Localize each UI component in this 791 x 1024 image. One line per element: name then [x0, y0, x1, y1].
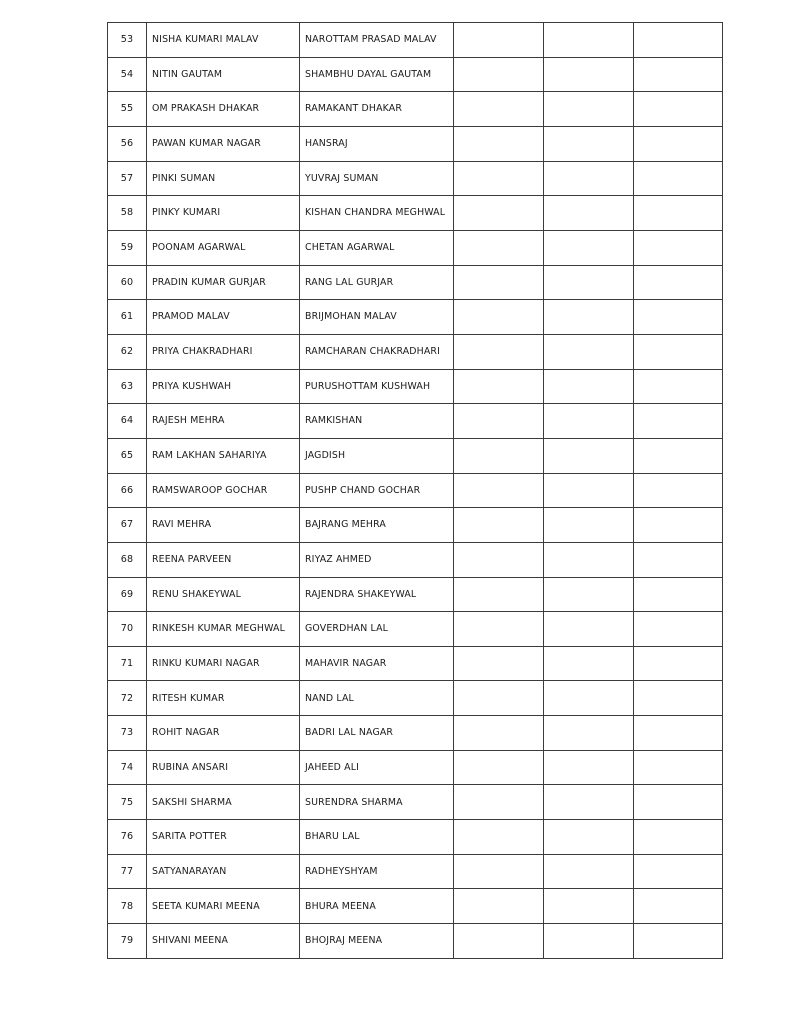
table-row — [108, 820, 723, 855]
cell-text: NITIN GAUTAM — [152, 68, 223, 80]
table-row — [108, 750, 723, 785]
cell-text: 79 — [120, 935, 134, 947]
cell-text: BAJRANG MEHRA — [305, 519, 386, 531]
cell-father — [300, 473, 454, 508]
cell-empty-col4 — [454, 473, 544, 508]
cell-text: RAM LAKHAN SAHARIYA — [152, 450, 267, 462]
cell-text: RINKESH KUMAR MEGHWAL — [152, 623, 285, 635]
table-row — [108, 265, 723, 300]
cell-sno — [108, 230, 147, 265]
cell-text: RINKU KUMARI NAGAR — [152, 657, 260, 669]
cell-sno — [108, 716, 147, 751]
cell-empty-col5 — [544, 196, 634, 231]
table-row — [108, 473, 723, 508]
cell-text: 77 — [120, 865, 134, 877]
cell-empty-col6 — [634, 785, 723, 820]
cell-sno — [108, 681, 147, 716]
cell-father — [300, 161, 454, 196]
cell-empty-col6 — [634, 612, 723, 647]
cell-empty-col6 — [634, 438, 723, 473]
cell-sno — [108, 508, 147, 543]
cell-name — [147, 404, 300, 439]
cell-text: RUBINA ANSARI — [152, 761, 229, 773]
candidate-roster-table — [107, 22, 723, 959]
cell-empty-col5 — [544, 57, 634, 92]
cell-text: 70 — [120, 623, 134, 635]
cell-text: 66 — [120, 484, 134, 496]
cell-text: BHOJRAJ MEENA — [305, 935, 383, 947]
cell-text: MAHAVIR NAGAR — [305, 657, 387, 669]
cell-empty-col5 — [544, 612, 634, 647]
cell-text: RENU SHAKEYWAL — [152, 588, 241, 600]
cell-text: OM PRAKASH DHAKAR — [152, 103, 260, 115]
cell-father — [300, 924, 454, 959]
table-row — [108, 889, 723, 924]
cell-text: SARITA POTTER — [152, 831, 227, 843]
cell-text: CHETAN AGARWAL — [305, 242, 395, 254]
cell-empty-col4 — [454, 508, 544, 543]
cell-name — [147, 161, 300, 196]
cell-empty-col6 — [634, 924, 723, 959]
cell-text: RANG LAL GURJAR — [305, 276, 394, 288]
cell-sno — [108, 161, 147, 196]
cell-father — [300, 646, 454, 681]
cell-text: 59 — [120, 242, 134, 254]
cell-empty-col6 — [634, 716, 723, 751]
cell-empty-col5 — [544, 854, 634, 889]
table-row — [108, 854, 723, 889]
cell-father — [300, 334, 454, 369]
cell-text: BADRI LAL NAGAR — [305, 727, 394, 739]
cell-text: 69 — [120, 588, 134, 600]
cell-empty-col4 — [454, 196, 544, 231]
cell-empty-col6 — [634, 161, 723, 196]
cell-text: SURENDRA SHARMA — [305, 796, 403, 808]
cell-father — [300, 889, 454, 924]
cell-father — [300, 438, 454, 473]
cell-empty-col4 — [454, 646, 544, 681]
cell-name — [147, 820, 300, 855]
cell-text: NISHA KUMARI MALAV — [152, 34, 259, 46]
cell-father — [300, 577, 454, 612]
cell-sno — [108, 542, 147, 577]
cell-sno — [108, 196, 147, 231]
cell-sno — [108, 438, 147, 473]
cell-sno — [108, 612, 147, 647]
cell-text: PRIYA CHAKRADHARI — [152, 346, 253, 358]
cell-father — [300, 612, 454, 647]
cell-text: RAMSWAROOP GOCHAR — [152, 484, 268, 496]
cell-text: JAHEED ALI — [305, 761, 360, 773]
cell-empty-col6 — [634, 889, 723, 924]
cell-name — [147, 508, 300, 543]
cell-text: 54 — [120, 68, 134, 80]
cell-text: RAVI MEHRA — [152, 519, 212, 531]
cell-sno — [108, 126, 147, 161]
table-row — [108, 785, 723, 820]
cell-text: SEETA KUMARI MEENA — [152, 900, 260, 912]
cell-name — [147, 369, 300, 404]
cell-father — [300, 404, 454, 439]
cell-name — [147, 577, 300, 612]
cell-empty-col5 — [544, 300, 634, 335]
cell-empty-col4 — [454, 889, 544, 924]
cell-empty-col5 — [544, 404, 634, 439]
table-row — [108, 438, 723, 473]
cell-empty-col6 — [634, 508, 723, 543]
cell-empty-col6 — [634, 473, 723, 508]
cell-empty-col5 — [544, 161, 634, 196]
cell-empty-col4 — [454, 438, 544, 473]
table-row — [108, 542, 723, 577]
cell-father — [300, 542, 454, 577]
cell-empty-col5 — [544, 889, 634, 924]
cell-text: 63 — [120, 380, 134, 392]
cell-sno — [108, 300, 147, 335]
cell-name — [147, 612, 300, 647]
cell-father — [300, 300, 454, 335]
table-row — [108, 646, 723, 681]
table-row — [108, 716, 723, 751]
cell-empty-col4 — [454, 681, 544, 716]
cell-empty-col6 — [634, 820, 723, 855]
cell-empty-col5 — [544, 924, 634, 959]
cell-empty-col6 — [634, 196, 723, 231]
cell-text: BHARU LAL — [305, 831, 360, 843]
cell-text: YUVRAJ SUMAN — [305, 172, 379, 184]
table-row — [108, 369, 723, 404]
cell-empty-col4 — [454, 577, 544, 612]
cell-sno — [108, 23, 147, 58]
cell-text: 76 — [120, 831, 134, 843]
cell-name — [147, 334, 300, 369]
cell-text: NAROTTAM PRASAD MALAV — [305, 34, 437, 46]
cell-text: RADHEYSHYAM — [305, 865, 378, 877]
cell-empty-col6 — [634, 646, 723, 681]
cell-empty-col5 — [544, 646, 634, 681]
cell-father — [300, 230, 454, 265]
cell-empty-col6 — [634, 230, 723, 265]
cell-empty-col5 — [544, 23, 634, 58]
cell-father — [300, 716, 454, 751]
cell-name — [147, 196, 300, 231]
table-row — [108, 334, 723, 369]
cell-name — [147, 646, 300, 681]
cell-text: ROHIT NAGAR — [152, 727, 220, 739]
cell-name — [147, 854, 300, 889]
cell-sno — [108, 577, 147, 612]
cell-empty-col5 — [544, 542, 634, 577]
cell-empty-col4 — [454, 334, 544, 369]
cell-empty-col5 — [544, 750, 634, 785]
cell-text: RAJESH MEHRA — [152, 415, 225, 427]
cell-empty-col4 — [454, 126, 544, 161]
cell-empty-col4 — [454, 820, 544, 855]
cell-text: BRIJMOHAN MALAV — [305, 311, 397, 323]
roster-table-container — [107, 22, 722, 959]
cell-empty-col6 — [634, 681, 723, 716]
table-row — [108, 23, 723, 58]
cell-empty-col4 — [454, 92, 544, 127]
cell-father — [300, 57, 454, 92]
cell-text: RAJENDRA SHAKEYWAL — [305, 588, 417, 600]
cell-text: RAMCHARAN CHAKRADHARI — [305, 346, 440, 358]
cell-empty-col4 — [454, 265, 544, 300]
cell-empty-col4 — [454, 612, 544, 647]
cell-empty-col6 — [634, 750, 723, 785]
cell-empty-col5 — [544, 473, 634, 508]
cell-text: HANSRAJ — [305, 138, 348, 150]
cell-empty-col4 — [454, 924, 544, 959]
cell-empty-col6 — [634, 334, 723, 369]
table-row — [108, 57, 723, 92]
cell-name — [147, 473, 300, 508]
cell-father — [300, 369, 454, 404]
cell-empty-col5 — [544, 369, 634, 404]
cell-empty-col6 — [634, 404, 723, 439]
cell-empty-col4 — [454, 854, 544, 889]
cell-empty-col4 — [454, 785, 544, 820]
cell-sno — [108, 369, 147, 404]
cell-father — [300, 854, 454, 889]
cell-sno — [108, 473, 147, 508]
cell-father — [300, 820, 454, 855]
cell-father — [300, 23, 454, 58]
cell-empty-col6 — [634, 577, 723, 612]
cell-sno — [108, 404, 147, 439]
table-row — [108, 161, 723, 196]
cell-text: PRADIN KUMAR GURJAR — [152, 276, 266, 288]
cell-text: PUSHP CHAND GOCHAR — [305, 484, 421, 496]
cell-text: 78 — [120, 900, 134, 912]
cell-text: 75 — [120, 796, 134, 808]
cell-empty-col5 — [544, 577, 634, 612]
cell-empty-col5 — [544, 92, 634, 127]
cell-text: 57 — [120, 172, 134, 184]
cell-sno — [108, 785, 147, 820]
cell-text: PINKY KUMARI — [152, 207, 221, 219]
cell-empty-col5 — [544, 820, 634, 855]
table-row — [108, 924, 723, 959]
cell-sno — [108, 334, 147, 369]
cell-sno — [108, 92, 147, 127]
cell-text: 71 — [120, 657, 134, 669]
cell-empty-col4 — [454, 404, 544, 439]
cell-empty-col6 — [634, 23, 723, 58]
table-row — [108, 577, 723, 612]
cell-name — [147, 750, 300, 785]
cell-sno — [108, 750, 147, 785]
cell-empty-col6 — [634, 126, 723, 161]
table-row — [108, 612, 723, 647]
cell-name — [147, 126, 300, 161]
cell-empty-col5 — [544, 265, 634, 300]
cell-name — [147, 265, 300, 300]
cell-name — [147, 438, 300, 473]
cell-text: SHAMBHU DAYAL GAUTAM — [305, 68, 432, 80]
cell-text: JAGDISH — [305, 450, 346, 462]
table-row — [108, 681, 723, 716]
cell-empty-col6 — [634, 57, 723, 92]
cell-name — [147, 785, 300, 820]
cell-text: 58 — [120, 207, 134, 219]
cell-empty-col4 — [454, 57, 544, 92]
cell-text: 72 — [120, 692, 134, 704]
cell-text: PURUSHOTTAM KUSHWAH — [305, 380, 431, 392]
cell-text: 60 — [120, 276, 134, 288]
table-row — [108, 508, 723, 543]
cell-father — [300, 265, 454, 300]
cell-father — [300, 750, 454, 785]
cell-empty-col4 — [454, 23, 544, 58]
cell-sno — [108, 820, 147, 855]
cell-text: 74 — [120, 761, 134, 773]
cell-empty-col5 — [544, 508, 634, 543]
cell-text: 68 — [120, 554, 134, 566]
cell-text: GOVERDHAN LAL — [305, 623, 389, 635]
cell-text: 65 — [120, 450, 134, 462]
cell-name — [147, 23, 300, 58]
table-row — [108, 404, 723, 439]
cell-empty-col5 — [544, 716, 634, 751]
cell-name — [147, 924, 300, 959]
cell-name — [147, 300, 300, 335]
cell-sno — [108, 854, 147, 889]
cell-text: PAWAN KUMAR NAGAR — [152, 138, 261, 150]
cell-empty-col5 — [544, 230, 634, 265]
cell-empty-col4 — [454, 300, 544, 335]
cell-empty-col5 — [544, 681, 634, 716]
cell-empty-col4 — [454, 369, 544, 404]
cell-text: NAND LAL — [305, 692, 354, 704]
cell-text: RITESH KUMAR — [152, 692, 225, 704]
table-row — [108, 300, 723, 335]
cell-sno — [108, 924, 147, 959]
cell-text: 64 — [120, 415, 134, 427]
cell-text: 55 — [120, 103, 134, 115]
cell-sno — [108, 57, 147, 92]
cell-text: POONAM AGARWAL — [152, 242, 246, 254]
cell-empty-col5 — [544, 126, 634, 161]
cell-name — [147, 681, 300, 716]
cell-empty-col4 — [454, 750, 544, 785]
cell-sno — [108, 646, 147, 681]
cell-text: SATYANARAYAN — [152, 865, 227, 877]
cell-text: RIYAZ AHMED — [305, 554, 372, 566]
cell-text: RAMAKANT DHAKAR — [305, 103, 403, 115]
table-row — [108, 92, 723, 127]
cell-text: PINKI SUMAN — [152, 172, 216, 184]
cell-text: REENA PARVEEN — [152, 554, 232, 566]
cell-text: 56 — [120, 138, 134, 150]
cell-father — [300, 681, 454, 716]
cell-empty-col6 — [634, 92, 723, 127]
cell-empty-col6 — [634, 854, 723, 889]
cell-empty-col4 — [454, 230, 544, 265]
cell-empty-col6 — [634, 300, 723, 335]
cell-father — [300, 126, 454, 161]
cell-text: 67 — [120, 519, 134, 531]
cell-empty-col5 — [544, 438, 634, 473]
cell-father — [300, 785, 454, 820]
cell-sno — [108, 889, 147, 924]
cell-text: PRIYA KUSHWAH — [152, 380, 232, 392]
table-row — [108, 196, 723, 231]
cell-father — [300, 92, 454, 127]
cell-father — [300, 508, 454, 543]
cell-text: PRAMOD MALAV — [152, 311, 230, 323]
cell-name — [147, 57, 300, 92]
cell-text: RAMKISHAN — [305, 415, 363, 427]
cell-text: KISHAN CHANDRA MEGHWAL — [305, 207, 446, 219]
cell-empty-col4 — [454, 716, 544, 751]
table-row — [108, 126, 723, 161]
cell-empty-col5 — [544, 785, 634, 820]
cell-text: 53 — [120, 34, 134, 46]
cell-sno — [108, 265, 147, 300]
table-row — [108, 230, 723, 265]
cell-name — [147, 542, 300, 577]
cell-empty-col6 — [634, 369, 723, 404]
cell-text: BHURA MEENA — [305, 900, 376, 912]
cell-father — [300, 196, 454, 231]
cell-name — [147, 889, 300, 924]
cell-name — [147, 716, 300, 751]
cell-name — [147, 230, 300, 265]
cell-name — [147, 92, 300, 127]
cell-empty-col6 — [634, 265, 723, 300]
cell-text: 73 — [120, 727, 134, 739]
cell-empty-col6 — [634, 542, 723, 577]
cell-text: SHIVANI MEENA — [152, 935, 229, 947]
roster-table-body — [108, 23, 723, 959]
cell-text: 62 — [120, 346, 134, 358]
cell-empty-col5 — [544, 334, 634, 369]
cell-text: SAKSHI SHARMA — [152, 796, 232, 808]
cell-empty-col4 — [454, 161, 544, 196]
cell-empty-col4 — [454, 542, 544, 577]
cell-text: 61 — [120, 311, 134, 323]
